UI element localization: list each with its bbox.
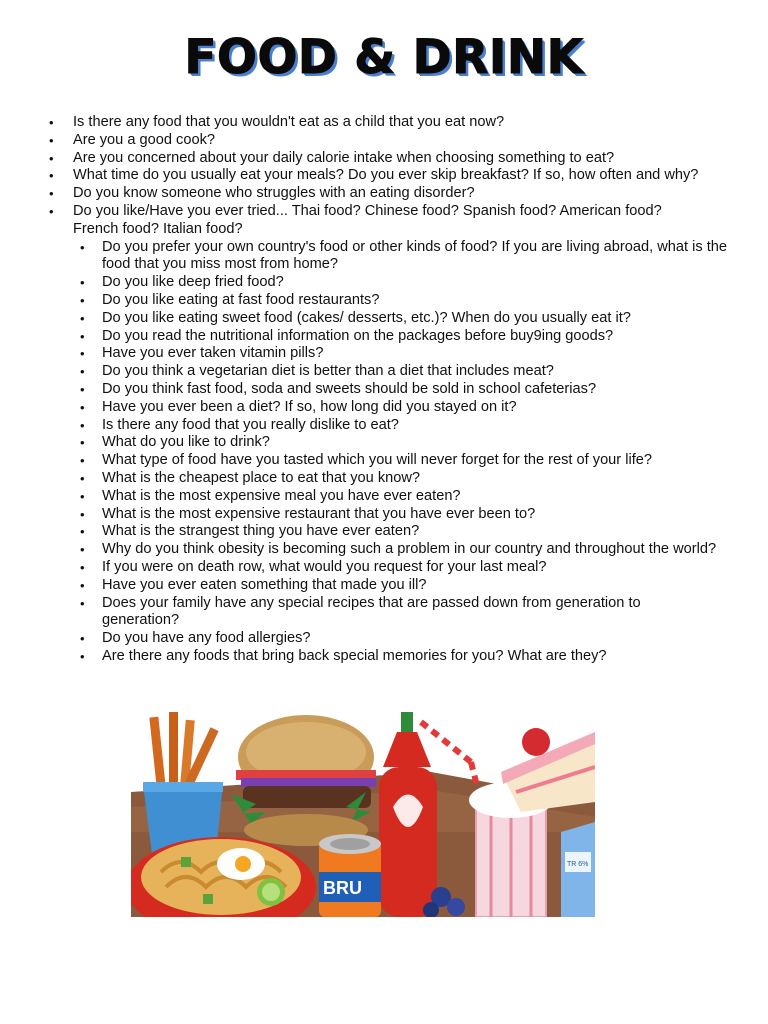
bullet-icon: •: [49, 115, 54, 130]
list-item: [0, 150, 723, 168]
list-item: [0, 648, 752, 666]
list-item: [0, 434, 752, 452]
question-text: Have you ever taken vitamin pills?: [102, 345, 324, 362]
carton-label: TR 6%: [567, 861, 589, 868]
list-item: [0, 345, 752, 363]
bullet-icon: •: [80, 364, 85, 380]
bullet-icon: •: [80, 595, 85, 611]
question-text: Do you think a vegetarian diet is better than a diet that includes meat?: [102, 363, 554, 380]
bullet-icon: •: [80, 524, 85, 540]
list-item: [0, 292, 752, 310]
bullet-icon: •: [80, 292, 85, 308]
question-text: If you were on death row, what would you request for your last meal?: [102, 558, 547, 575]
question-text: Are you a good cook?: [73, 131, 215, 148]
question-text: Is there any food that you wouldn't eat as a child that you eat now?: [73, 114, 505, 130]
question-text: Do you have any food allergies?: [102, 630, 311, 647]
bullet-icon: •: [80, 506, 85, 522]
list-item: [0, 452, 752, 470]
bullet-icon: •: [49, 150, 54, 166]
question-text: Do you read the nutritional information on the packages before buy9ing goods?: [102, 327, 614, 344]
list-item: [0, 488, 752, 506]
bullet-icon: •: [80, 275, 85, 291]
list-item: [0, 167, 723, 185]
bullet-icon: •: [49, 186, 54, 202]
bullet-icon: •: [49, 203, 54, 219]
list-item: [0, 417, 752, 435]
question-text: Have you ever been a diet? If so, how long did you stayed on it?: [102, 398, 517, 415]
bullet-icon: •: [80, 631, 85, 647]
can-label: BRU: [323, 878, 362, 898]
question-list: [0, 114, 768, 666]
question-text: What is the most expensive meal you have ever eaten?: [102, 487, 461, 504]
list-item: [0, 595, 752, 631]
question-text: Are you concerned about your daily calorie intake when choosing something to eat?: [73, 149, 615, 166]
list-item: [0, 470, 752, 488]
soda-can-icon: [319, 834, 381, 917]
list-item: [0, 328, 752, 346]
list-item: [0, 203, 723, 239]
question-text: What is the strangest thing you have ever eaten?: [102, 523, 420, 540]
bullet-icon: •: [80, 559, 85, 575]
question-text: Do you like eating at fast food restaurants?: [102, 291, 380, 308]
list-item: [0, 114, 723, 132]
question-text: What type of food have you tasted which you will never forget for the rest of your life?: [102, 452, 652, 469]
question-text: Do you think fast food, soda and sweets should be sold in school cafeterias?: [102, 380, 597, 397]
burger-icon: [231, 715, 376, 846]
question-text: What is the cheapest place to eat that you know?: [102, 469, 421, 486]
question-text: Have you ever eaten something that made you ill?: [102, 576, 427, 593]
bullet-icon: •: [80, 399, 85, 415]
list-item: [0, 185, 723, 203]
bullet-icon: •: [80, 488, 85, 504]
list-item: [0, 630, 752, 648]
list-item: [0, 559, 752, 577]
question-text: Do you like/Have you ever tried... Thai food? Chinese food? Spanish food? American food? French food? Italian food?: [73, 202, 662, 237]
bullet-icon: •: [80, 577, 85, 593]
question-text: Are there any foods that bring back special memories for you? What are they?: [102, 647, 607, 664]
question-text: What is the most expensive restaurant that you have ever been to?: [102, 505, 536, 522]
bullet-icon: •: [80, 381, 85, 397]
bullet-icon: •: [80, 328, 85, 344]
question-text: What time do you usually eat your meals? Do you ever skip breakfast? If so, how often and why?: [73, 167, 699, 184]
list-item: [0, 274, 752, 292]
list-item: [0, 577, 752, 595]
bullet-icon: •: [80, 417, 85, 433]
list-item: [0, 363, 752, 381]
bullet-icon: •: [49, 168, 54, 184]
bullet-icon: •: [80, 435, 85, 451]
list-item: [0, 399, 752, 417]
list-item: [0, 310, 752, 328]
list-item: [0, 523, 752, 541]
bullet-icon: •: [80, 470, 85, 486]
food-illustration: [131, 712, 595, 917]
question-text: Why do you think obesity is becoming such a problem in our country and throughout the world?: [102, 541, 717, 558]
page-title: FOOD & DRINK: [184, 30, 584, 85]
question-text: What do you like to drink?: [102, 434, 270, 451]
list-item: [0, 541, 752, 559]
question-text: Do you prefer your own country's food or other kinds of food? If you are living abroad, what is the food that you miss most from home?: [102, 238, 727, 273]
bullet-icon: •: [80, 310, 85, 326]
question-text: Does your family have any special recipes that are passed down from generation to generation?: [102, 594, 641, 629]
bullet-icon: •: [80, 239, 85, 255]
bullet-icon: •: [49, 132, 54, 148]
question-text: Is there any food that you really dislike to eat?: [102, 416, 399, 433]
list-item: [0, 239, 752, 275]
list-item: [0, 132, 723, 150]
bullet-icon: •: [80, 453, 85, 469]
bullet-icon: •: [80, 542, 85, 558]
question-text: Do you know someone who struggles with an eating disorder?: [73, 185, 475, 202]
question-text: Do you like deep fried food?: [102, 274, 284, 291]
list-item: [0, 506, 752, 524]
question-text: Do you like eating sweet food (cakes/ desserts, etc.)? When do you usually eat it?: [102, 309, 631, 326]
bullet-icon: •: [80, 648, 85, 664]
list-item: [0, 381, 752, 399]
milk-carton-icon: [561, 822, 595, 917]
bullet-icon: •: [80, 346, 85, 362]
